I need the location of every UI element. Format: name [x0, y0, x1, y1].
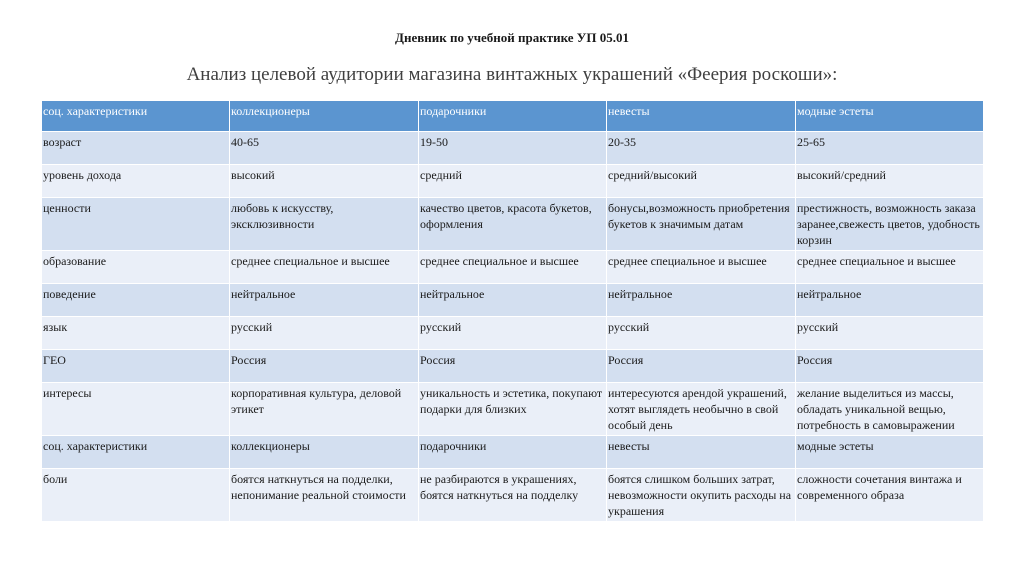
table-cell: престижность, возможность заказа заранее,свежесть цветов, удобность корзин — [796, 198, 984, 251]
table-row — [42, 317, 984, 350]
row-label: уровень дохода — [42, 165, 230, 198]
table-cell: средний — [419, 165, 607, 198]
table-row — [42, 132, 984, 165]
table-cell: любовь к искусству, эксклюзивности — [230, 198, 419, 251]
table-cell: интересуются арендой украшений, хотят выглядеть необычно в свой особый день — [607, 383, 796, 436]
column-header: подарочники — [419, 101, 607, 132]
table-cell: Россия — [607, 350, 796, 383]
table-cell: среднее специальное и высшее — [607, 251, 796, 284]
table-cell: нейтральное — [419, 284, 607, 317]
row-label: боли — [42, 469, 230, 522]
table-cell: русский — [230, 317, 419, 350]
table-cell: высокий/средний — [796, 165, 984, 198]
table-row — [42, 165, 984, 198]
row-label: интересы — [42, 383, 230, 436]
table-header-row — [42, 101, 984, 132]
table-cell: желание выделиться из массы, обладать уникальной вещью, потребность в самовыражении — [796, 383, 984, 436]
table-cell: невесты — [607, 436, 796, 469]
table-row — [42, 251, 984, 284]
table-row — [42, 436, 984, 469]
table-cell: Россия — [419, 350, 607, 383]
row-label: поведение — [42, 284, 230, 317]
table-row — [42, 469, 984, 522]
table-row — [42, 350, 984, 383]
table-cell: качество цветов, красота букетов, оформления — [419, 198, 607, 251]
table-cell: нейтральное — [230, 284, 419, 317]
table-cell: модные эстеты — [796, 436, 984, 469]
table-cell: корпоративная культура, деловой этикет — [230, 383, 419, 436]
table-cell: среднее специальное и высшее — [230, 251, 419, 284]
table-row — [42, 383, 984, 436]
table-cell: 19-50 — [419, 132, 607, 165]
row-label: язык — [42, 317, 230, 350]
row-label: соц. характеристики — [42, 436, 230, 469]
column-header: коллекционеры — [230, 101, 419, 132]
table-cell: 20-35 — [607, 132, 796, 165]
table-cell: боятся слишком больших затрат, невозможности окупить расходы на украшения — [607, 469, 796, 522]
column-header: модные эстеты — [796, 101, 984, 132]
column-header: соц. характеристики — [42, 101, 230, 132]
table-cell: сложности сочетания винтажа и современного образа — [796, 469, 984, 522]
table-row — [42, 284, 984, 317]
table-cell: русский — [607, 317, 796, 350]
table-cell: нейтральное — [607, 284, 796, 317]
table-cell: средний/высокий — [607, 165, 796, 198]
table-cell: не разбираются в украшениях, боятся наткнуться на подделку — [419, 469, 607, 522]
row-label: возраст — [42, 132, 230, 165]
table-cell: русский — [796, 317, 984, 350]
table-cell: нейтральное — [796, 284, 984, 317]
table-cell: высокий — [230, 165, 419, 198]
table-cell: среднее специальное и высшее — [419, 251, 607, 284]
row-label: ценности — [42, 198, 230, 251]
table-cell: Россия — [796, 350, 984, 383]
table-cell: бонусы,возможность приобретения букетов к значимым датам — [607, 198, 796, 251]
diary-title: Дневник по учебной практике УП 05.01 — [395, 30, 629, 45]
row-label: образование — [42, 251, 230, 284]
table-cell: среднее специальное и высшее — [796, 251, 984, 284]
page-title: Анализ целевой аудитории магазина винтажных украшений «Феерия роскоши»: — [186, 64, 838, 85]
audience-table — [41, 100, 984, 522]
table-cell: подарочники — [419, 436, 607, 469]
table-cell: уникальность и эстетика, покупают подарки для близких — [419, 383, 607, 436]
table-cell: Россия — [230, 350, 419, 383]
table-cell: 40-65 — [230, 132, 419, 165]
column-header: невесты — [607, 101, 796, 132]
table-cell: 25-65 — [796, 132, 984, 165]
table-row — [42, 198, 984, 251]
table-cell: русский — [419, 317, 607, 350]
table-cell: коллекционеры — [230, 436, 419, 469]
table-cell: боятся наткнуться на подделки, непонимание реальной стоимости — [230, 469, 419, 522]
row-label: ГЕО — [42, 350, 230, 383]
